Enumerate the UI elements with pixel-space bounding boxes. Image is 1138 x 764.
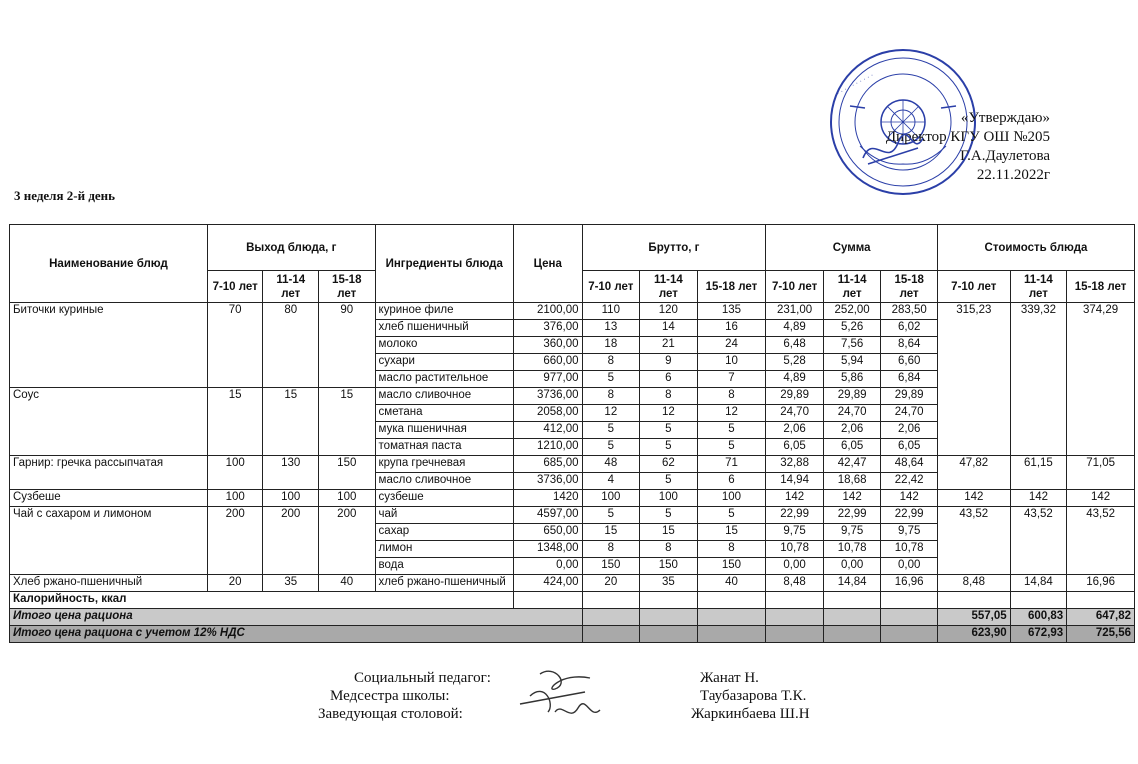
- header-age-11-14: 11-14 лет: [823, 271, 881, 303]
- ingredient-brutto: 12: [582, 405, 640, 422]
- ingredient-brutto: 5: [697, 507, 766, 524]
- dish-name: Биточки куриные: [10, 303, 208, 388]
- dish-cost: 43,52: [937, 507, 1010, 575]
- ingredient-brutto: 9: [640, 354, 698, 371]
- ingredient-price: 0,00: [513, 558, 582, 575]
- ingredient-name: чай: [375, 507, 513, 524]
- ingredient-sum: 6,02: [881, 320, 938, 337]
- ingredient-sum: 5,94: [823, 354, 881, 371]
- total-value: 672,93: [1010, 626, 1067, 643]
- empty-cell: [697, 626, 766, 643]
- dish-cost: 142: [1010, 490, 1067, 507]
- ingredient-brutto: 15: [697, 524, 766, 541]
- dish-yield: 70: [207, 303, 263, 388]
- empty-cell: [881, 609, 938, 626]
- table-row: [10, 490, 1135, 507]
- header-age-11-14: 11-14 лет: [640, 271, 698, 303]
- empty-cell: [881, 592, 938, 609]
- header-dish: Наименование блюд: [10, 225, 208, 303]
- header-yield: Выход блюда, г: [207, 225, 375, 271]
- ingredient-sum: 10,78: [881, 541, 938, 558]
- ingredient-price: 1210,00: [513, 439, 582, 456]
- empty-cell: [823, 609, 881, 626]
- ingredient-price: 4597,00: [513, 507, 582, 524]
- ingredient-name: масло сливочное: [375, 388, 513, 405]
- ingredient-sum: 22,42: [881, 473, 938, 490]
- ingredient-brutto: 21: [640, 337, 698, 354]
- ingredient-sum: 0,00: [766, 558, 824, 575]
- ingredient-sum: 18,68: [823, 473, 881, 490]
- dish-cost: 339,32: [1010, 303, 1067, 456]
- ingredient-price: 660,00: [513, 354, 582, 371]
- ingredient-name: крупа гречневая: [375, 456, 513, 473]
- ingredient-name: молоко: [375, 337, 513, 354]
- ingredient-sum: 22,99: [823, 507, 881, 524]
- ingredient-brutto: 8: [697, 388, 766, 405]
- ingredient-brutto: 5: [640, 422, 698, 439]
- ingredient-brutto: 100: [582, 490, 640, 507]
- dish-yield: 15: [207, 388, 263, 456]
- dish-yield: 200: [207, 507, 263, 575]
- ingredient-price: 3736,00: [513, 388, 582, 405]
- ingredient-sum: 2,06: [823, 422, 881, 439]
- dish-cost: 43,52: [1010, 507, 1067, 575]
- dish-yield: 15: [263, 388, 319, 456]
- ingredient-name: сметана: [375, 405, 513, 422]
- ingredient-brutto: 6: [640, 371, 698, 388]
- ingredient-brutto: 48: [582, 456, 640, 473]
- dish-name: Чай с сахаром и лимоном: [10, 507, 208, 575]
- menu-subtitle: 3 неделя 2-й день: [14, 188, 116, 203]
- ingredient-brutto: 12: [697, 405, 766, 422]
- empty-cell: [640, 626, 698, 643]
- ingredient-sum: 142: [823, 490, 881, 507]
- ingredient-brutto: 18: [582, 337, 640, 354]
- ingredient-sum: 7,56: [823, 337, 881, 354]
- total-row: [10, 609, 1135, 626]
- total-value: 623,90: [937, 626, 1010, 643]
- table-row: [10, 456, 1135, 473]
- header-age-15-18: 15-18 лет: [697, 271, 766, 303]
- header-age-15-18: 15-18 лет: [1067, 271, 1135, 303]
- menu-cost-table: [9, 224, 1135, 643]
- ingredient-sum: 6,84: [881, 371, 938, 388]
- ingredient-sum: 48,64: [881, 456, 938, 473]
- ingredient-brutto: 6: [697, 473, 766, 490]
- ingredient-brutto: 5: [640, 439, 698, 456]
- dish-cost: 8,48: [937, 575, 1010, 592]
- empty-cell: [766, 592, 824, 609]
- ingredient-brutto: 5: [697, 422, 766, 439]
- ingredient-price: 3736,00: [513, 473, 582, 490]
- dish-yield: 100: [207, 456, 263, 490]
- ingredient-brutto: 100: [640, 490, 698, 507]
- dish-cost: 16,96: [1067, 575, 1135, 592]
- dish-name: Сузбеше: [10, 490, 208, 507]
- header-age-15-18: 15-18 лет: [881, 271, 938, 303]
- total-value: 647,82: [1067, 609, 1135, 626]
- empty-cell: [697, 609, 766, 626]
- total-value: 725,56: [1067, 626, 1135, 643]
- ingredient-price: 1420: [513, 490, 582, 507]
- ingredient-name: вода: [375, 558, 513, 575]
- ingredient-sum: 0,00: [881, 558, 938, 575]
- approval-title: «Утверждаю»: [960, 110, 1050, 126]
- ingredient-price: 376,00: [513, 320, 582, 337]
- header-age-7-10: 7-10 лет: [207, 271, 263, 303]
- empty-cell: [640, 592, 698, 609]
- total-label: Итого цена рациона с учетом 12% НДС: [10, 626, 583, 643]
- dish-yield: 15: [318, 388, 375, 456]
- ingredient-sum: 24,70: [766, 405, 824, 422]
- ingredient-brutto: 15: [582, 524, 640, 541]
- dish-cost: 315,23: [937, 303, 1010, 456]
- header-age-7-10: 7-10 лет: [937, 271, 1010, 303]
- ingredient-sum: 231,00: [766, 303, 824, 320]
- ingredient-brutto: 8: [582, 354, 640, 371]
- svg-text:· · · · · · · · · ·: · · · · · · · · · ·: [835, 71, 875, 98]
- dish-yield: 90: [318, 303, 375, 388]
- ingredient-sum: 0,00: [823, 558, 881, 575]
- ingredient-brutto: 150: [582, 558, 640, 575]
- ingredient-name: куриное филе: [375, 303, 513, 320]
- ingredient-sum: 9,75: [766, 524, 824, 541]
- ingredient-brutto: 8: [582, 541, 640, 558]
- table-row: [10, 575, 1135, 592]
- ingredient-sum: 6,05: [823, 439, 881, 456]
- director-title: Директор КГУ ОШ №205: [885, 129, 1050, 145]
- header-age-11-14: 11-14 лет: [1010, 271, 1067, 303]
- ingredient-brutto: 8: [640, 541, 698, 558]
- empty-cell: [582, 609, 640, 626]
- ingredient-name: сахар: [375, 524, 513, 541]
- header-cost: Стоимость блюда: [937, 225, 1134, 271]
- ingredient-sum: 4,89: [766, 320, 824, 337]
- empty-cell: [766, 609, 824, 626]
- ingredient-sum: 24,70: [823, 405, 881, 422]
- ingredient-sum: 22,99: [881, 507, 938, 524]
- ingredient-name: мука пшеничная: [375, 422, 513, 439]
- ingredient-brutto: 5: [582, 422, 640, 439]
- ingredient-sum: 5,26: [823, 320, 881, 337]
- ingredient-name: хлеб пшеничный: [375, 320, 513, 337]
- ingredient-brutto: 15: [640, 524, 698, 541]
- ingredient-sum: 42,47: [823, 456, 881, 473]
- ingredient-sum: 8,48: [766, 575, 824, 592]
- dish-cost: 142: [937, 490, 1010, 507]
- ingredient-brutto: 150: [697, 558, 766, 575]
- dish-yield: 80: [263, 303, 319, 388]
- empty-cell: [513, 592, 582, 609]
- ingredient-brutto: 24: [697, 337, 766, 354]
- total-label: Итого цена рациона: [10, 609, 583, 626]
- dish-yield: 150: [318, 456, 375, 490]
- ingredient-sum: 6,05: [881, 439, 938, 456]
- signature-role: Заведующая столовой:: [318, 706, 463, 722]
- dish-yield: 35: [263, 575, 319, 592]
- header-sum: Сумма: [766, 225, 938, 271]
- ingredient-sum: 10,78: [823, 541, 881, 558]
- ingredient-brutto: 5: [697, 439, 766, 456]
- ingredient-sum: 252,00: [823, 303, 881, 320]
- ingredient-name: масло сливочное: [375, 473, 513, 490]
- ingredient-price: 412,00: [513, 422, 582, 439]
- ingredient-brutto: 13: [582, 320, 640, 337]
- ingredient-sum: 9,75: [881, 524, 938, 541]
- empty-cell: [1010, 592, 1067, 609]
- ingredient-sum: 6,05: [766, 439, 824, 456]
- handwritten-signatures: [500, 664, 610, 726]
- table-row: [10, 303, 1135, 320]
- ingredient-brutto: 62: [640, 456, 698, 473]
- ingredient-sum: 4,89: [766, 371, 824, 388]
- dish-cost: 374,29: [1067, 303, 1135, 456]
- ingredient-name: сухари: [375, 354, 513, 371]
- ingredient-brutto: 5: [582, 507, 640, 524]
- ingredient-sum: 2,06: [766, 422, 824, 439]
- ingredient-name: томатная паста: [375, 439, 513, 456]
- ingredient-name: лимон: [375, 541, 513, 558]
- ingredient-sum: 6,60: [881, 354, 938, 371]
- ingredient-price: 360,00: [513, 337, 582, 354]
- ingredient-brutto: 5: [582, 439, 640, 456]
- ingredient-brutto: 5: [582, 371, 640, 388]
- dish-cost: 61,15: [1010, 456, 1067, 490]
- dish-cost: 47,82: [937, 456, 1010, 490]
- ingredient-sum: 29,89: [823, 388, 881, 405]
- header-ingredients: Ингредиенты блюда: [375, 225, 513, 303]
- ingredient-price: 1348,00: [513, 541, 582, 558]
- signature-role: Медсестра школы:: [330, 688, 450, 704]
- empty-cell: [937, 592, 1010, 609]
- ingredient-brutto: 120: [640, 303, 698, 320]
- dish-yield: 100: [263, 490, 319, 507]
- ingredient-sum: 8,64: [881, 337, 938, 354]
- ingredient-sum: 9,75: [823, 524, 881, 541]
- dish-yield: 20: [207, 575, 263, 592]
- ingredient-name: сузбеше: [375, 490, 513, 507]
- empty-cell: [823, 592, 881, 609]
- ingredient-sum: 22,99: [766, 507, 824, 524]
- table-row: [10, 507, 1135, 524]
- dish-yield: 200: [318, 507, 375, 575]
- ingredient-brutto: 8: [582, 388, 640, 405]
- ingredient-sum: 14,94: [766, 473, 824, 490]
- dish-name: Гарнир: гречка рассыпчатая: [10, 456, 208, 490]
- ingredient-brutto: 20: [582, 575, 640, 592]
- empty-cell: [823, 626, 881, 643]
- ingredient-price: 2100,00: [513, 303, 582, 320]
- header-age-7-10: 7-10 лет: [766, 271, 824, 303]
- header-age-7-10: 7-10 лет: [582, 271, 640, 303]
- total-row: [10, 626, 1135, 643]
- ingredient-sum: 142: [766, 490, 824, 507]
- ingredient-sum: 6,48: [766, 337, 824, 354]
- signature-role: Социальный педагог:: [354, 670, 491, 686]
- dish-name: Хлеб ржано-пшеничный: [10, 575, 208, 592]
- ingredient-brutto: 150: [640, 558, 698, 575]
- dish-cost: 142: [1067, 490, 1135, 507]
- signature-name: Таубазарова Т.К.: [700, 688, 807, 704]
- ingredient-sum: 14,84: [823, 575, 881, 592]
- signature-name: Жанат Н.: [700, 670, 759, 686]
- ingredient-brutto: 5: [640, 507, 698, 524]
- ingredient-brutto: 135: [697, 303, 766, 320]
- header-price: Цена: [513, 225, 582, 303]
- empty-cell: [697, 592, 766, 609]
- dish-cost: 14,84: [1010, 575, 1067, 592]
- dish-yield: 40: [318, 575, 375, 592]
- ingredient-sum: 24,70: [881, 405, 938, 422]
- ingredient-brutto: 16: [697, 320, 766, 337]
- ingredient-sum: 2,06: [881, 422, 938, 439]
- ingredient-brutto: 5: [640, 473, 698, 490]
- ingredient-price: 977,00: [513, 371, 582, 388]
- empty-cell: [766, 626, 824, 643]
- calorie-label: Калорийность, ккал: [10, 592, 514, 609]
- director-signature: [858, 128, 928, 172]
- dish-name: Соус: [10, 388, 208, 456]
- ingredient-brutto: 4: [582, 473, 640, 490]
- ingredient-brutto: 100: [697, 490, 766, 507]
- empty-cell: [640, 609, 698, 626]
- ingredient-sum: 32,88: [766, 456, 824, 473]
- ingredient-sum: 5,28: [766, 354, 824, 371]
- ingredient-sum: 5,86: [823, 371, 881, 388]
- ingredient-brutto: 10: [697, 354, 766, 371]
- ingredient-sum: 142: [881, 490, 938, 507]
- ingredient-brutto: 8: [640, 388, 698, 405]
- empty-cell: [582, 592, 640, 609]
- header-brutto: Брутто, г: [582, 225, 766, 271]
- ingredient-brutto: 40: [697, 575, 766, 592]
- ingredient-price: 2058,00: [513, 405, 582, 422]
- empty-cell: [1067, 592, 1135, 609]
- ingredient-sum: 29,89: [881, 388, 938, 405]
- ingredient-brutto: 110: [582, 303, 640, 320]
- dish-yield: 100: [207, 490, 263, 507]
- ingredient-brutto: 14: [640, 320, 698, 337]
- ingredient-price: 650,00: [513, 524, 582, 541]
- ingredient-brutto: 7: [697, 371, 766, 388]
- ingredient-sum: 16,96: [881, 575, 938, 592]
- ingredient-price: 685,00: [513, 456, 582, 473]
- empty-cell: [582, 626, 640, 643]
- ingredient-brutto: 71: [697, 456, 766, 473]
- ingredient-sum: 283,50: [881, 303, 938, 320]
- dish-yield: 200: [263, 507, 319, 575]
- dish-cost: 71,05: [1067, 456, 1135, 490]
- header-age-11-14: 11-14 лет: [263, 271, 319, 303]
- director-name: Г.А.Даулетова: [960, 148, 1050, 164]
- ingredient-brutto: 12: [640, 405, 698, 422]
- ingredient-name: хлеб ржано-пшеничный: [375, 575, 513, 592]
- dish-yield: 130: [263, 456, 319, 490]
- calorie-row: [10, 592, 1135, 609]
- ingredient-price: 424,00: [513, 575, 582, 592]
- ingredient-brutto: 35: [640, 575, 698, 592]
- dish-yield: 100: [318, 490, 375, 507]
- ingredient-sum: 10,78: [766, 541, 824, 558]
- approval-date: 22.11.2022г: [976, 167, 1050, 183]
- total-value: 600,83: [1010, 609, 1067, 626]
- header-age-15-18: 15-18 лет: [318, 271, 375, 303]
- total-value: 557,05: [937, 609, 1010, 626]
- ingredient-brutto: 8: [697, 541, 766, 558]
- dish-cost: 43,52: [1067, 507, 1135, 575]
- ingredient-sum: 29,89: [766, 388, 824, 405]
- empty-cell: [881, 626, 938, 643]
- signature-name: Жаркинбаева Ш.Н: [691, 706, 810, 722]
- ingredient-name: масло растительное: [375, 371, 513, 388]
